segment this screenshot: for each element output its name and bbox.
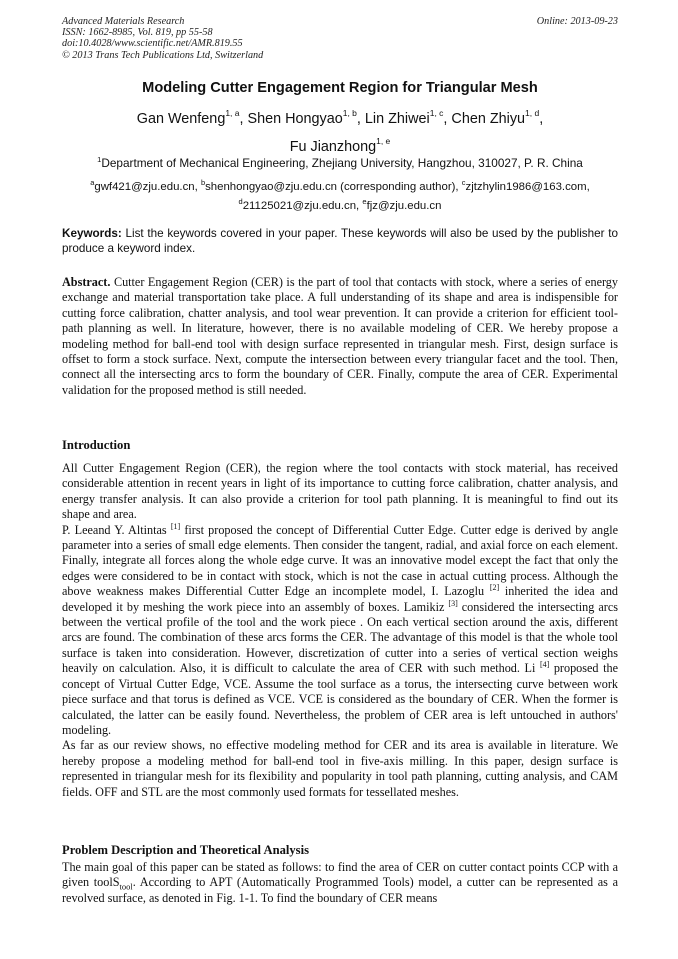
section-heading-problem: Problem Description and Theoretical Analysis (62, 843, 309, 857)
keywords-label: Keywords: (62, 227, 122, 240)
issn-line: ISSN: 1662-8985, Vol. 819, pp 55-58 (62, 27, 213, 39)
citation: [3] (448, 598, 458, 608)
introduction-body (62, 461, 618, 800)
email-e: fjz@zju.edu.cn (366, 199, 442, 212)
problem-body (62, 860, 618, 906)
author-emails: $^a$gwf421@zju.edu.cn, $^b$shenhongyao@zju.edu.cn (corresponding author), $^c$zjtzhylin1986@163.com, $^d$21125021@zju.edu.cn, $^e$fjz@zju.edu.cn (90, 178, 590, 212)
author: Shen Hongyao$^{1, b}$, (247, 108, 365, 127)
section-heading-introduction: Introduction (62, 438, 131, 452)
author-list (62, 103, 618, 159)
email-d: 21125021@zju.edu.cn, (242, 199, 360, 212)
author: Gan Wenfeng$^{1, a}$, (136, 108, 248, 127)
abstract-text: Cutter Engagement Region (CER) is the part of tool that contacts with stock, where a series of energy exchange and material transportation take place. A full understanding of its shape and area is indispensible for cutting force calibration, chatter analysis, and tool wear prevention. It can provide a criterion for efficient tool-path planning as well. In literature, however, there is no available modeling of CER. We hereby propose a modeling method for ball-end tool with design surface represented in triangular mesh. First, design surface is offset to form a stock surface. Next, compute the intersection between every triangular facet and the tool. Then, connect all the intersecting arcs to form the boundary of CER. Finally, compute the area of CER. Experimental validation for the proposed method is still needed. (62, 275, 618, 397)
journal-name: Advanced Materials Research (62, 16, 185, 27)
paragraph: As far as our review shows, no effective modeling method for CER and its area is available in literature. We hereby propose a modeling method for ball-end tool in five-axis milling. In this paper, design surface is represented in triangular mesh for its flexibility and popularity in tool path planning, cutting analysis, and CAM fields. OFF and STL are the most commonly used formats for tessellated meshes. (62, 738, 618, 799)
author: Lin Zhiwei$^{1, c}$, (364, 108, 452, 127)
email-b: shenhongyao@zju.edu.cn (corresponding author), (205, 180, 459, 193)
abstract-block (62, 275, 618, 398)
author: Chen Zhiyu$^{1, d}$, (451, 108, 544, 127)
affiliation: $^1$Department of Mechanical Engineering, Zhejiang University, Hangzhou, 310027, P. R. China (97, 155, 583, 170)
abstract-label: Abstract. (62, 275, 111, 289)
journal-header (62, 16, 618, 61)
citation: [4] (539, 660, 550, 670)
email-a: gwf421@zju.edu.cn, (94, 180, 198, 193)
keywords-block (62, 226, 618, 256)
tool-symbol: $S_{tool}$ (112, 875, 133, 892)
keywords-text: List the keywords covered in your paper. These keywords will also be used by the publisher to produce a keyword index. (62, 227, 619, 255)
online-date: Online: 2013-09-23 (536, 16, 618, 27)
email-c: zjtzhylin1986@163.com, (465, 180, 590, 193)
doi-line: doi:10.4028/www.scientific.net/AMR.819.55 (62, 38, 243, 50)
paragraph: P. Leeand Y. Altintas [1] first proposed the concept of Differential Cutter Edge. Cutter edge is derived by angle parameter into a series of small edge elements. Then consider the tangent, radial, and axial force on each element. Finally, integrate all forces along the whole edge curve. It was an innovative model except the fact that only the edges were considered to be in contact with stock, which is not the case in actual cutting process. Although the above weakness makes Differential Cutter Edge an incomplete model, I. Lazoglu [2] inherited the idea and developed it by meshing the work piece into an assembly of boxes. Lamikiz [3] considered the intersecting arcs between the vertical profile of the tool and the work piece . On each vertical section around the axis, different arcs are found. The combination of these arcs forms the CER. The advantage of this model is that the whole tool surface is taken into consideration. However, discretization of cutter into a series of vertical section weighs heavily on calculation. Also, it is difficult to calculate the area of CER with such method. Li [4] proposed the concept of Virtual Cutter Edge, VCE. Assume the tool surface as a torus, the intersecting curve between work piece surface and that torus is defined as VCE. VCE is considered as the boundary of CER. When the former is calculated, the latter can be easily found. Nevertheless, the problem of CER area is left untouched in authors' modeling. (62, 521, 619, 737)
copyright-line: © 2013 Trans Tech Publications Ltd, Switzerland (62, 49, 264, 61)
paragraph: All Cutter Engagement Region (CER), the region where the tool contacts with stock material, has received considerable attention in recent years in light of its importance to cutting force calibration, chatter analysis, and energy transfer analysis. It can also provide a criterion for tool path planning. It is meaningful to find out its shape and area. (62, 461, 618, 522)
citation: [1] (170, 521, 181, 531)
citation: [2] (489, 583, 500, 593)
author: Fu Jianzhong$^{1, e}$ (289, 135, 391, 155)
paper-title: Modeling Cutter Engagement Region for Triangular Mesh (142, 80, 538, 96)
paragraph: The main goal of this paper can be stated as follows: to find the area of CER on cutter contact points CCP with a given toolS$_{tool}$. According to APT (Automatically Programmed Tools) model, a cutter can be represented as a revolved surface, as denoted in Fig. 1-1. To find the boundary of CER means (62, 860, 618, 905)
